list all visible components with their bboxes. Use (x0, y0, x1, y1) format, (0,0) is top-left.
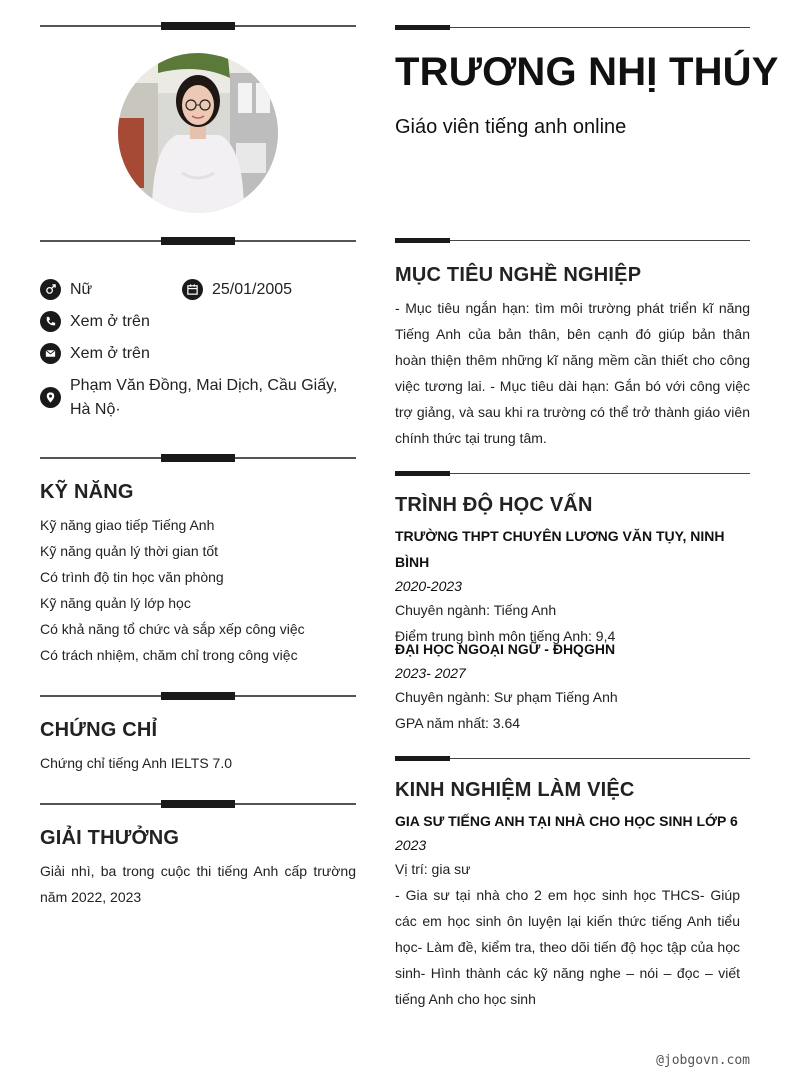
address-value: Phạm Văn Đồng, Mai Dịch, Cầu Giấy, Hà Nộ· (70, 377, 338, 418)
grade: GPA năm nhất: 3.64 (395, 715, 521, 731)
separator (395, 758, 750, 759)
list-item: Có trách nhiệm, chăm chỉ trong công việc (40, 647, 298, 663)
awards-text: Giải nhì, ba trong cuộc thi tiếng Anh cấp trường năm 2022, 2023 (40, 863, 356, 905)
watermark: @jobgovn.com (656, 1053, 750, 1068)
gender-icon (40, 279, 61, 300)
certificates-heading: CHỨNG CHỈ (40, 719, 158, 741)
separator (40, 457, 356, 459)
separator (40, 695, 356, 697)
separator (395, 27, 750, 28)
school-name: TRƯỜNG THPT CHUYÊN LƯƠNG VĂN TỤY, NINH BÌNH (395, 528, 725, 570)
period: 2020-2023 (395, 578, 462, 594)
phone-value[interactable]: Xem ở trên (70, 313, 150, 330)
education-item (395, 636, 750, 736)
list-item: Kỹ năng quản lý thời gian tốt (40, 543, 219, 559)
full-name: TRƯƠNG NHỊ THÚY (395, 50, 779, 94)
skills-list (40, 512, 356, 668)
list-item: Chứng chỉ tiếng Anh IELTS 7.0 (40, 755, 233, 771)
avatar (118, 53, 278, 213)
education-heading: TRÌNH ĐỘ HỌC VẤN (395, 494, 593, 516)
role-title: GIA SƯ TIẾNG ANH TẠI NHÀ CHO HỌC SINH LỚP 6 (395, 813, 738, 829)
certificates-list (40, 750, 356, 776)
phone-row (40, 310, 150, 334)
school-name: ĐẠI HỌC NGOẠI NGỮ - ĐHQGHN (395, 641, 616, 657)
email-value[interactable]: Xem ở trên (70, 345, 150, 362)
phone-icon (40, 311, 61, 332)
address-row (40, 374, 356, 422)
awards-heading: GIẢI THƯỞNG (40, 827, 180, 849)
location-pin-icon (40, 387, 61, 408)
list-item: Kỹ năng giao tiếp Tiếng Anh (40, 517, 215, 533)
experience-item (395, 808, 740, 1012)
separator (40, 240, 356, 242)
education-item (395, 523, 750, 649)
separator (395, 240, 750, 241)
major: Chuyên ngành: Sư phạm Tiếng Anh (395, 689, 618, 705)
grade: Điểm trung bình môn tiếng Anh: 9,4 (395, 628, 616, 644)
list-item: Có khả năng tổ chức và sắp xếp công việc (40, 621, 305, 637)
separator (40, 25, 356, 27)
description: - Gia sư tại nhà cho 2 em học sinh học THCS- Giúp các em học sinh ôn luyện lại kiến thức tiếng Anh tiểu học- Làm đề, kiểm tra, theo dõi tiến độ học tập của học sinh- Hình thành các kỹ năng nghe – nói – đọc – viết tiếng Anh cho học sinh (395, 887, 740, 1007)
job-title: Giáo viên tiếng anh online (395, 116, 627, 138)
email-icon (40, 343, 61, 364)
skills-heading: KỸ NĂNG (40, 481, 134, 503)
period: 2023 (395, 837, 427, 853)
position: Vị trí: gia sư (395, 861, 471, 877)
experience-heading: KINH NGHIỆM LÀM VIỆC (395, 779, 635, 801)
objective-heading: MỤC TIÊU NGHỀ NGHIỆP (395, 264, 642, 286)
list-item: Có trình độ tin học văn phòng (40, 569, 224, 585)
email-row (40, 342, 150, 366)
major: Chuyên ngành: Tiếng Anh (395, 602, 557, 618)
gender-value: Nữ (70, 281, 93, 298)
period: 2023- 2027 (395, 665, 466, 681)
separator (395, 473, 750, 474)
gender-row (40, 278, 92, 302)
list-item: Kỹ năng quản lý lớp học (40, 595, 191, 611)
dob-row (182, 278, 292, 302)
dob-value: 25/01/2005 (212, 281, 293, 298)
objective-text: - Mục tiêu ngắn hạn: tìm môi trường phát triển kĩ năng Tiếng Anh của bản thân, bên cạnh đó giúp bản thân hoàn thiện thêm những kĩ năng mềm cần thiết cho công việc tương lai. - Mục tiêu dài hạn: Gắn bó với công việc trợ giảng, và sau khi ra trường có thể trở thành giáo viên chính thức tại trung tâm. (395, 300, 750, 446)
calendar-icon (182, 279, 203, 300)
separator (40, 803, 356, 805)
